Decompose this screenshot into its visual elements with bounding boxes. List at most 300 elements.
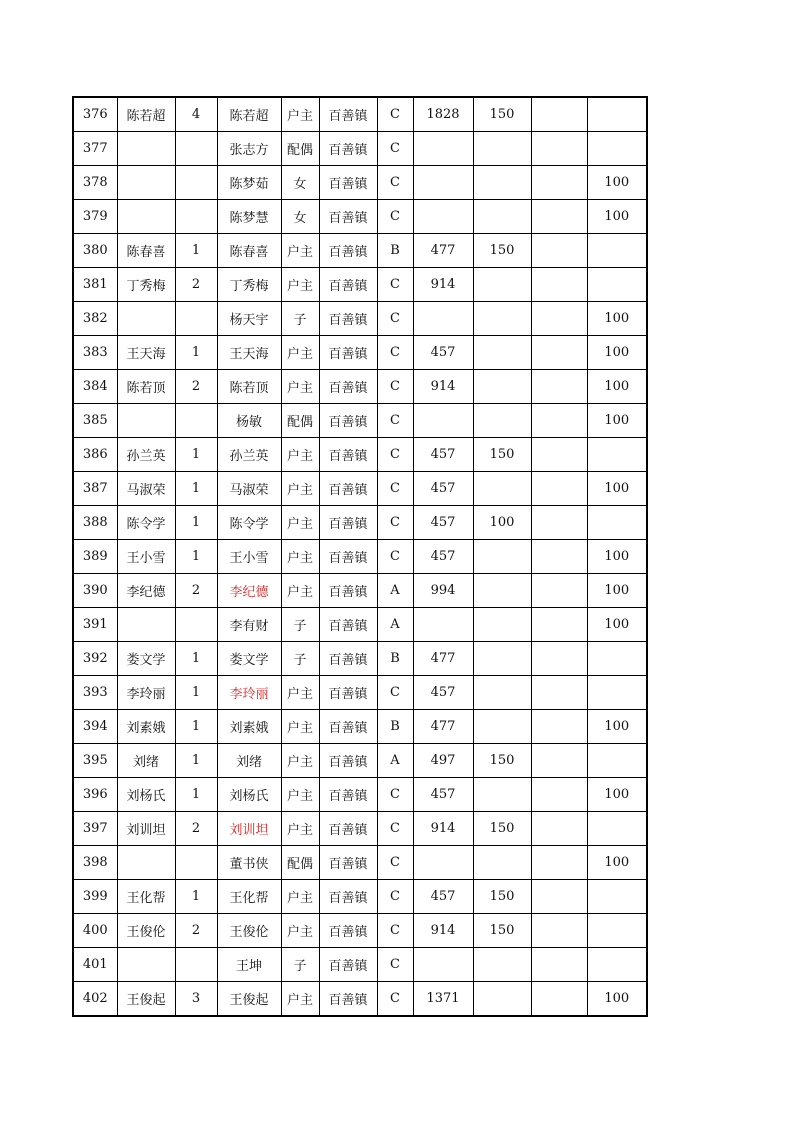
relation-cell: 户主 [281, 744, 319, 778]
table-row [73, 778, 647, 812]
member-name-cell: 李纪德 [217, 574, 281, 608]
town-cell: 百善镇 [319, 200, 377, 234]
town-cell: 百善镇 [319, 574, 377, 608]
index-cell: 399 [73, 880, 117, 914]
subsidy-cell: 150 [473, 744, 531, 778]
extra-cell [531, 438, 587, 472]
household-size-cell: 1 [175, 336, 217, 370]
head-name-cell: 刘杨氏 [117, 778, 175, 812]
relation-cell: 户主 [281, 506, 319, 540]
relation-cell: 户主 [281, 370, 319, 404]
town-cell: 百善镇 [319, 744, 377, 778]
allowance-cell [587, 268, 647, 302]
head-name-cell [117, 608, 175, 642]
member-name-cell: 张志方 [217, 132, 281, 166]
member-name-cell: 孙兰英 [217, 438, 281, 472]
amount-cell [413, 166, 473, 200]
subsidy-cell [473, 166, 531, 200]
extra-cell [531, 132, 587, 166]
town-cell: 百善镇 [319, 982, 377, 1017]
member-name-cell: 陈令学 [217, 506, 281, 540]
extra-cell [531, 336, 587, 370]
relation-cell: 配偶 [281, 404, 319, 438]
grade-cell: C [377, 914, 413, 948]
member-name-cell: 陈梦慧 [217, 200, 281, 234]
head-name-cell [117, 166, 175, 200]
grade-cell: C [377, 97, 413, 132]
household-size-cell: 1 [175, 778, 217, 812]
table-row [73, 200, 647, 234]
allowance-cell: 100 [587, 574, 647, 608]
town-cell: 百善镇 [319, 336, 377, 370]
grade-cell: C [377, 540, 413, 574]
table-row [73, 540, 647, 574]
extra-cell [531, 710, 587, 744]
amount-cell: 994 [413, 574, 473, 608]
household-size-cell: 1 [175, 540, 217, 574]
grade-cell: C [377, 676, 413, 710]
relation-cell: 子 [281, 948, 319, 982]
member-name-cell: 杨敏 [217, 404, 281, 438]
head-name-cell [117, 132, 175, 166]
town-cell: 百善镇 [319, 166, 377, 200]
table-row [73, 846, 647, 880]
member-name-cell: 陈梦茹 [217, 166, 281, 200]
table-row [73, 914, 647, 948]
allowance-cell: 100 [587, 472, 647, 506]
extra-cell [531, 676, 587, 710]
amount-cell: 914 [413, 268, 473, 302]
extra-cell [531, 608, 587, 642]
table-row [73, 812, 647, 846]
grade-cell: C [377, 472, 413, 506]
grade-cell: C [377, 846, 413, 880]
head-name-cell: 刘素娥 [117, 710, 175, 744]
allowance-cell [587, 914, 647, 948]
household-size-cell [175, 200, 217, 234]
table-row [73, 336, 647, 370]
subsidy-cell: 150 [473, 812, 531, 846]
relation-cell: 子 [281, 608, 319, 642]
relation-cell: 户主 [281, 880, 319, 914]
head-name-cell: 李玲丽 [117, 676, 175, 710]
amount-cell: 457 [413, 438, 473, 472]
relation-cell: 配偶 [281, 846, 319, 880]
subsidy-cell [473, 370, 531, 404]
town-cell: 百善镇 [319, 506, 377, 540]
member-name-cell: 陈春喜 [217, 234, 281, 268]
table-row [73, 506, 647, 540]
table-row [73, 642, 647, 676]
grade-cell: A [377, 574, 413, 608]
allowance-cell [587, 880, 647, 914]
table-row [73, 166, 647, 200]
household-size-cell: 1 [175, 744, 217, 778]
index-cell: 382 [73, 302, 117, 336]
household-size-cell [175, 166, 217, 200]
subsidy-cell [473, 948, 531, 982]
relation-cell: 户主 [281, 676, 319, 710]
extra-cell [531, 166, 587, 200]
amount-cell: 457 [413, 472, 473, 506]
amount-cell: 477 [413, 642, 473, 676]
extra-cell [531, 404, 587, 438]
head-name-cell: 陈春喜 [117, 234, 175, 268]
household-size-cell: 4 [175, 97, 217, 132]
index-cell: 389 [73, 540, 117, 574]
subsidy-cell [473, 540, 531, 574]
head-name-cell [117, 846, 175, 880]
grade-cell: C [377, 166, 413, 200]
table-row [73, 234, 647, 268]
member-name-cell: 刘绪 [217, 744, 281, 778]
subsidy-cell: 150 [473, 234, 531, 268]
household-size-cell [175, 404, 217, 438]
relation-cell: 户主 [281, 812, 319, 846]
allowance-cell: 100 [587, 370, 647, 404]
town-cell: 百善镇 [319, 948, 377, 982]
head-name-cell: 孙兰英 [117, 438, 175, 472]
extra-cell [531, 982, 587, 1017]
household-size-cell [175, 132, 217, 166]
relation-cell: 女 [281, 200, 319, 234]
extra-cell [531, 506, 587, 540]
town-cell: 百善镇 [319, 914, 377, 948]
grade-cell: C [377, 880, 413, 914]
table-row [73, 982, 647, 1017]
amount-cell: 457 [413, 676, 473, 710]
subsidy-cell [473, 132, 531, 166]
head-name-cell: 马淑荣 [117, 472, 175, 506]
member-name-cell: 李玲丽 [217, 676, 281, 710]
relation-cell: 户主 [281, 778, 319, 812]
index-cell: 395 [73, 744, 117, 778]
amount-cell: 914 [413, 370, 473, 404]
household-size-cell: 2 [175, 268, 217, 302]
member-name-cell: 刘素娥 [217, 710, 281, 744]
head-name-cell [117, 404, 175, 438]
grade-cell: C [377, 336, 413, 370]
grade-cell: C [377, 948, 413, 982]
index-cell: 379 [73, 200, 117, 234]
subsidy-cell [473, 642, 531, 676]
subsidy-cell [473, 404, 531, 438]
amount-cell [413, 608, 473, 642]
town-cell: 百善镇 [319, 812, 377, 846]
table-row [73, 608, 647, 642]
table-row [73, 744, 647, 778]
town-cell: 百善镇 [319, 97, 377, 132]
household-size-cell: 1 [175, 676, 217, 710]
table-row [73, 302, 647, 336]
household-size-cell: 2 [175, 812, 217, 846]
relation-cell: 子 [281, 642, 319, 676]
head-name-cell: 丁秀梅 [117, 268, 175, 302]
allowance-cell: 100 [587, 302, 647, 336]
index-cell: 380 [73, 234, 117, 268]
household-size-cell: 1 [175, 234, 217, 268]
amount-cell [413, 302, 473, 336]
amount-cell: 457 [413, 778, 473, 812]
grade-cell: C [377, 506, 413, 540]
member-name-cell: 董书侠 [217, 846, 281, 880]
amount-cell [413, 404, 473, 438]
subsidy-cell [473, 200, 531, 234]
relation-cell: 户主 [281, 336, 319, 370]
subsidy-cell: 100 [473, 506, 531, 540]
town-cell: 百善镇 [319, 302, 377, 336]
subsidy-cell [473, 574, 531, 608]
index-cell: 388 [73, 506, 117, 540]
index-cell: 376 [73, 97, 117, 132]
allowance-cell: 100 [587, 166, 647, 200]
subsidy-cell [473, 982, 531, 1017]
grade-cell: C [377, 370, 413, 404]
household-size-cell: 1 [175, 710, 217, 744]
town-cell: 百善镇 [319, 268, 377, 302]
table-row [73, 370, 647, 404]
allowance-cell [587, 642, 647, 676]
extra-cell [531, 370, 587, 404]
index-cell: 378 [73, 166, 117, 200]
member-name-cell: 王俊起 [217, 982, 281, 1017]
index-cell: 396 [73, 778, 117, 812]
amount-cell [413, 948, 473, 982]
table-row [73, 438, 647, 472]
household-size-cell: 2 [175, 914, 217, 948]
table-row [73, 268, 647, 302]
subsidy-cell [473, 268, 531, 302]
town-cell: 百善镇 [319, 642, 377, 676]
member-name-cell: 王俊伦 [217, 914, 281, 948]
allowance-cell: 100 [587, 540, 647, 574]
relation-cell: 户主 [281, 268, 319, 302]
head-name-cell [117, 200, 175, 234]
grade-cell: B [377, 642, 413, 676]
extra-cell [531, 97, 587, 132]
grade-cell: C [377, 132, 413, 166]
head-name-cell: 陈若顶 [117, 370, 175, 404]
amount-cell: 1828 [413, 97, 473, 132]
town-cell: 百善镇 [319, 540, 377, 574]
grade-cell: A [377, 608, 413, 642]
index-cell: 391 [73, 608, 117, 642]
amount-cell: 497 [413, 744, 473, 778]
member-name-cell: 马淑荣 [217, 472, 281, 506]
member-name-cell: 刘训坦 [217, 812, 281, 846]
index-cell: 394 [73, 710, 117, 744]
subsidy-cell: 150 [473, 97, 531, 132]
town-cell: 百善镇 [319, 676, 377, 710]
allowance-cell: 100 [587, 404, 647, 438]
grade-cell: C [377, 982, 413, 1017]
member-name-cell: 陈若超 [217, 97, 281, 132]
relation-cell: 户主 [281, 472, 319, 506]
allowance-cell: 100 [587, 982, 647, 1017]
index-cell: 383 [73, 336, 117, 370]
grade-cell: A [377, 744, 413, 778]
extra-cell [531, 574, 587, 608]
member-name-cell: 王坤 [217, 948, 281, 982]
amount-cell: 457 [413, 540, 473, 574]
extra-cell [531, 200, 587, 234]
allowance-cell [587, 438, 647, 472]
index-cell: 384 [73, 370, 117, 404]
amount-cell [413, 200, 473, 234]
town-cell: 百善镇 [319, 472, 377, 506]
grade-cell: C [377, 302, 413, 336]
household-size-cell: 1 [175, 472, 217, 506]
allowance-cell [587, 676, 647, 710]
index-cell: 398 [73, 846, 117, 880]
amount-cell [413, 846, 473, 880]
table-row [73, 710, 647, 744]
amount-cell: 477 [413, 234, 473, 268]
relation-cell: 户主 [281, 234, 319, 268]
extra-cell [531, 472, 587, 506]
roster-table [72, 96, 648, 1017]
member-name-cell: 刘杨氏 [217, 778, 281, 812]
extra-cell [531, 744, 587, 778]
relation-cell: 子 [281, 302, 319, 336]
grade-cell: B [377, 710, 413, 744]
head-name-cell: 王天海 [117, 336, 175, 370]
amount-cell: 914 [413, 914, 473, 948]
relation-cell: 配偶 [281, 132, 319, 166]
extra-cell [531, 778, 587, 812]
relation-cell: 户主 [281, 710, 319, 744]
extra-cell [531, 948, 587, 982]
extra-cell [531, 540, 587, 574]
amount-cell: 457 [413, 336, 473, 370]
grade-cell: C [377, 812, 413, 846]
head-name-cell: 刘训坦 [117, 812, 175, 846]
index-cell: 390 [73, 574, 117, 608]
extra-cell [531, 914, 587, 948]
relation-cell: 户主 [281, 574, 319, 608]
extra-cell [531, 642, 587, 676]
household-size-cell [175, 608, 217, 642]
allowance-cell [587, 812, 647, 846]
table-row [73, 880, 647, 914]
extra-cell [531, 880, 587, 914]
relation-cell: 户主 [281, 982, 319, 1017]
town-cell: 百善镇 [319, 778, 377, 812]
allowance-cell: 100 [587, 846, 647, 880]
head-name-cell: 王俊起 [117, 982, 175, 1017]
amount-cell: 477 [413, 710, 473, 744]
index-cell: 381 [73, 268, 117, 302]
town-cell: 百善镇 [319, 132, 377, 166]
head-name-cell: 李纪德 [117, 574, 175, 608]
household-size-cell [175, 846, 217, 880]
household-size-cell: 1 [175, 506, 217, 540]
town-cell: 百善镇 [319, 608, 377, 642]
allowance-cell: 100 [587, 200, 647, 234]
allowance-cell [587, 506, 647, 540]
index-cell: 393 [73, 676, 117, 710]
allowance-cell [587, 234, 647, 268]
town-cell: 百善镇 [319, 846, 377, 880]
member-name-cell: 王化帮 [217, 880, 281, 914]
extra-cell [531, 846, 587, 880]
roster-body [73, 97, 647, 1016]
member-name-cell: 娄文学 [217, 642, 281, 676]
table-row [73, 948, 647, 982]
table-row [73, 472, 647, 506]
household-size-cell: 3 [175, 982, 217, 1017]
relation-cell: 户主 [281, 540, 319, 574]
allowance-cell [587, 132, 647, 166]
grade-cell: C [377, 200, 413, 234]
extra-cell [531, 812, 587, 846]
grade-cell: B [377, 234, 413, 268]
relation-cell: 户主 [281, 914, 319, 948]
allowance-cell: 100 [587, 336, 647, 370]
head-name-cell: 陈令学 [117, 506, 175, 540]
extra-cell [531, 302, 587, 336]
grade-cell: C [377, 778, 413, 812]
head-name-cell: 王小雪 [117, 540, 175, 574]
head-name-cell [117, 302, 175, 336]
subsidy-cell: 150 [473, 914, 531, 948]
head-name-cell: 陈若超 [117, 97, 175, 132]
grade-cell: C [377, 404, 413, 438]
allowance-cell [587, 744, 647, 778]
table-row [73, 97, 647, 132]
grade-cell: C [377, 438, 413, 472]
town-cell: 百善镇 [319, 880, 377, 914]
member-name-cell: 李有财 [217, 608, 281, 642]
allowance-cell [587, 97, 647, 132]
index-cell: 377 [73, 132, 117, 166]
allowance-cell: 100 [587, 778, 647, 812]
index-cell: 387 [73, 472, 117, 506]
head-name-cell: 王化帮 [117, 880, 175, 914]
index-cell: 400 [73, 914, 117, 948]
household-size-cell: 1 [175, 438, 217, 472]
household-size-cell: 1 [175, 880, 217, 914]
allowance-cell: 100 [587, 710, 647, 744]
table-row [73, 132, 647, 166]
index-cell: 392 [73, 642, 117, 676]
table-row [73, 676, 647, 710]
household-size-cell: 1 [175, 642, 217, 676]
index-cell: 402 [73, 982, 117, 1017]
member-name-cell: 陈若顶 [217, 370, 281, 404]
subsidy-cell: 150 [473, 880, 531, 914]
subsidy-cell [473, 778, 531, 812]
amount-cell [413, 132, 473, 166]
member-name-cell: 丁秀梅 [217, 268, 281, 302]
relation-cell: 户主 [281, 97, 319, 132]
head-name-cell: 娄文学 [117, 642, 175, 676]
head-name-cell [117, 948, 175, 982]
amount-cell: 457 [413, 506, 473, 540]
head-name-cell: 刘绪 [117, 744, 175, 778]
subsidy-cell [473, 676, 531, 710]
table-row [73, 574, 647, 608]
amount-cell: 1371 [413, 982, 473, 1017]
index-cell: 386 [73, 438, 117, 472]
subsidy-cell [473, 336, 531, 370]
household-size-cell: 2 [175, 574, 217, 608]
subsidy-cell [473, 302, 531, 336]
household-size-cell: 2 [175, 370, 217, 404]
relation-cell: 户主 [281, 438, 319, 472]
grade-cell: C [377, 268, 413, 302]
member-name-cell: 王天海 [217, 336, 281, 370]
